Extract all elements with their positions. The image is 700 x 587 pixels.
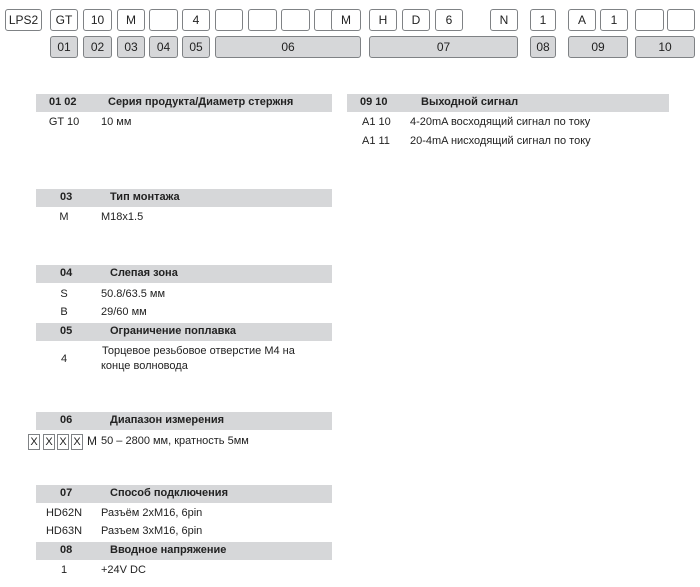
code-box-conn-3: 6 [435,9,463,31]
row-desc: 50 – 2800 мм, кратность 5мм [101,435,249,447]
range-digit-box: X [43,434,55,450]
row-desc: M18x1.5 [101,211,144,223]
row-code: A1 11 [362,135,390,147]
row-code: 4 [60,353,68,365]
section-code: 03 [60,191,73,203]
row-code: 1 [60,564,68,576]
section-header-connection [36,485,332,503]
code-box-range-2 [248,9,277,31]
code-box-output-3 [635,9,664,31]
section-code: 09 10 [360,96,388,108]
index-box-06: 06 [215,36,361,58]
section-header-power [36,542,332,560]
code-box-range-unit: M [331,9,361,31]
section-code: 04 [60,267,73,279]
row-code: S [60,288,68,300]
row-code: M [59,211,69,223]
section-title: Ограничение поплавка [110,325,236,337]
section-code: 06 [60,414,73,426]
section-title: Серия продукта/Диаметр стержня [108,96,294,108]
section-title: Слепая зона [110,267,178,279]
section-title: Вводное напряжение [110,544,227,556]
row-desc: 50.8/63.5 мм [101,288,166,300]
index-box-01: 01 [50,36,78,58]
row-code: B [60,306,68,318]
code-box-output-1: A [568,9,596,31]
row-desc: 4-20mA восходящий сигнал по току [410,116,591,128]
range-digit-box: X [28,434,40,450]
section-header-float [36,323,332,341]
section-header-blind-zone [36,265,332,283]
code-box-output-2: 1 [600,9,628,31]
section-title: Выходной сигнал [421,96,519,108]
code-box-range-3 [281,9,310,31]
code-box-blind [149,9,178,31]
range-digit-box: X [71,434,83,450]
code-box-conn-2: D [402,9,430,31]
code-box-conn-1: H [369,9,397,31]
index-box-08: 08 [530,36,556,58]
row-code: HD63N [45,525,83,537]
row-code: A1 10 [362,116,391,128]
row-desc-line-2: конце волновода [101,360,188,372]
row-desc-line-1: Торцевое резьбовое отверстие M4 на [102,345,295,357]
code-box-conn-4: N [490,9,518,31]
row-code: HD62N [45,507,83,519]
section-header-output [347,94,669,112]
row-desc: 20-4mA нисходящий сигнал по току [410,135,591,147]
row-desc: 29/60 мм [101,306,147,318]
section-title: Способ подключения [110,487,228,499]
section-code: 08 [60,544,73,556]
section-code: 07 [60,487,73,499]
section-header-series [36,94,332,112]
code-box-output-4 [667,9,695,31]
code-box-range-1 [215,9,243,31]
row-desc: Разъем 3xM16, 6pin [101,525,203,537]
code-prefix-box: LPS2 [5,9,42,31]
range-unit-suffix: M [87,434,97,448]
index-box-03: 03 [117,36,145,58]
range-digit-box: X [57,434,69,450]
section-title: Тип монтажа [110,191,180,203]
section-code: 01 02 [49,96,77,108]
row-desc: 10 мм [101,116,132,128]
index-box-04: 04 [149,36,178,58]
section-header-range [36,412,332,430]
row-desc: Разъём 2xM16, 6pin [101,507,203,519]
code-box-float: 4 [182,9,210,31]
row-desc: +24V DC [101,564,146,576]
section-header-mount [36,189,332,207]
code-box-series: GT [50,9,78,31]
section-title: Диапазон измерения [110,414,225,426]
index-box-10: 10 [635,36,695,58]
code-box-power: 1 [530,9,556,31]
row-code: GT 10 [48,116,80,128]
code-box-diameter: 10 [83,9,112,31]
code-box-mount: M [117,9,145,31]
index-box-05: 05 [182,36,210,58]
index-box-02: 02 [83,36,112,58]
index-box-09: 09 [568,36,628,58]
section-code: 05 [60,325,73,337]
index-box-07: 07 [369,36,518,58]
